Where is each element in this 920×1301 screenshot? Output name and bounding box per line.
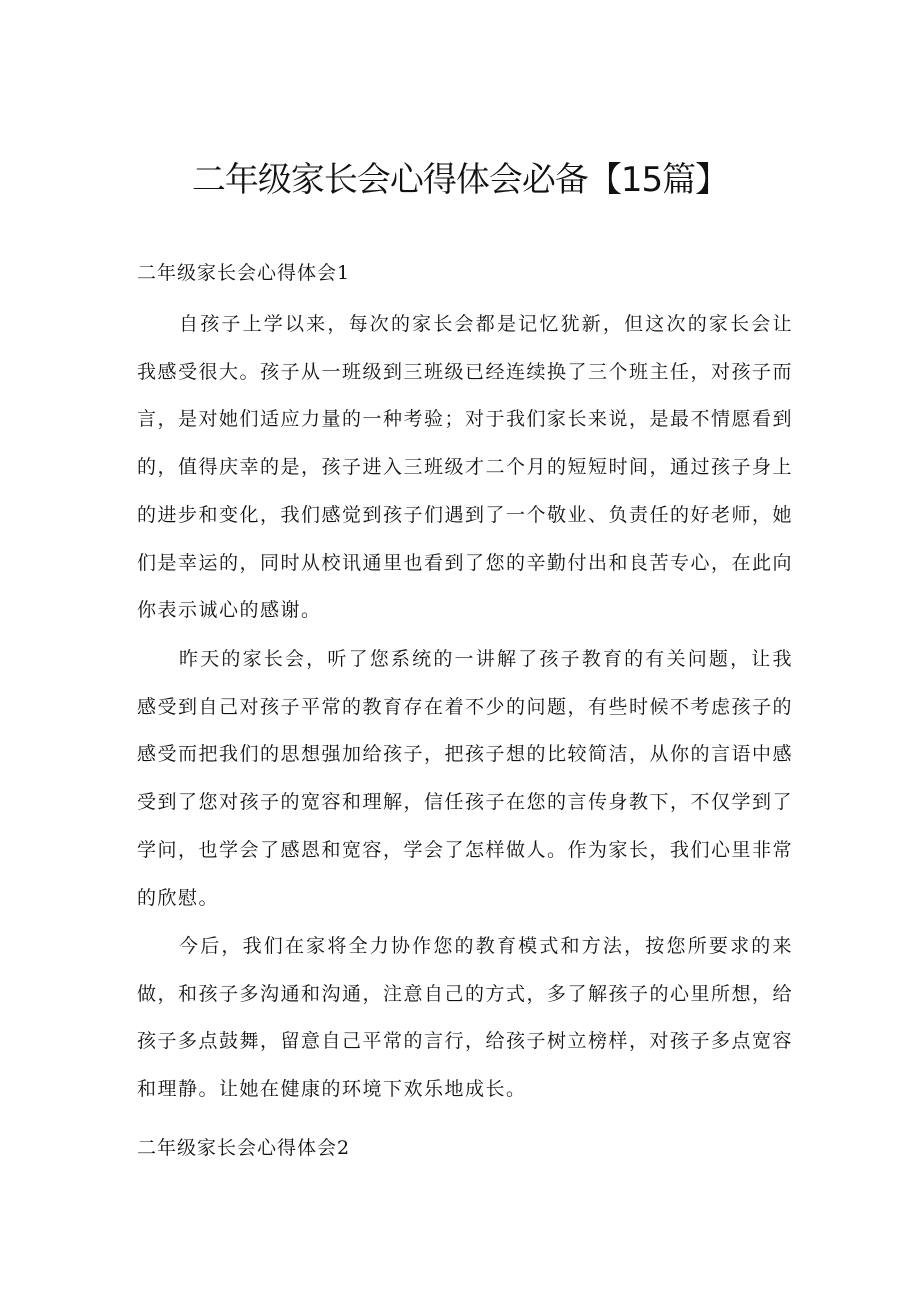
section-heading-2: 二年级家长会心得体会2 (137, 1137, 351, 1159)
paragraph-1: 自孩子上学以来，每次的家长会都是记忆犹新，但这次的家长会让我感受很大。孩子从一班级到三班级已经连续换了三个班主任，对孩子而言，是对她们适应力量的一种考验；对于我们家长来说，是最不情愿看到的，值得庆幸的是，孩子进入三班级才二个月的短短时间，通过孩子身上的进步和变化，我们感觉到孩子们遇到了一个敬业、负责任的好老师，她们是幸运的，同时从校讯通里也看到了您的辛勤付出和良苦专心，在此向你表示诚心的感谢。 (137, 313, 794, 622)
paragraph-2: 昨天的家长会，听了您系统的一讲解了孩子教育的有关问题，让我感受到自己对孩子平常的教育存在着不少的问题，有些时候不考虑孩子的感受而把我们的思想强加给孩子，把孩子想的比较简洁，从你的言语中感受到了您对孩子的宽容和理解，信任孩子在您的言传身教下，不仅学到了学问，也学会了感恩和宽容，学会了怎样做人。作为家长，我们心里非常的欣慰。 (137, 648, 794, 909)
document-title: 二年级家长会心得体会必备【15篇】 (191, 160, 729, 200)
paragraph-3: 今后，我们在家将全力协作您的教育模式和方法，按您所要求的来做，和孩子多沟通和沟通，注意自己的方式，多了解孩子的心里所想，给孩子多点鼓舞，留意自己平常的言行，给孩子树立榜样，对孩子多点宽容和理静。让她在健康的环境下欢乐地成长。 (137, 935, 794, 1101)
section-heading-1: 二年级家长会心得体会1 (137, 262, 351, 284)
